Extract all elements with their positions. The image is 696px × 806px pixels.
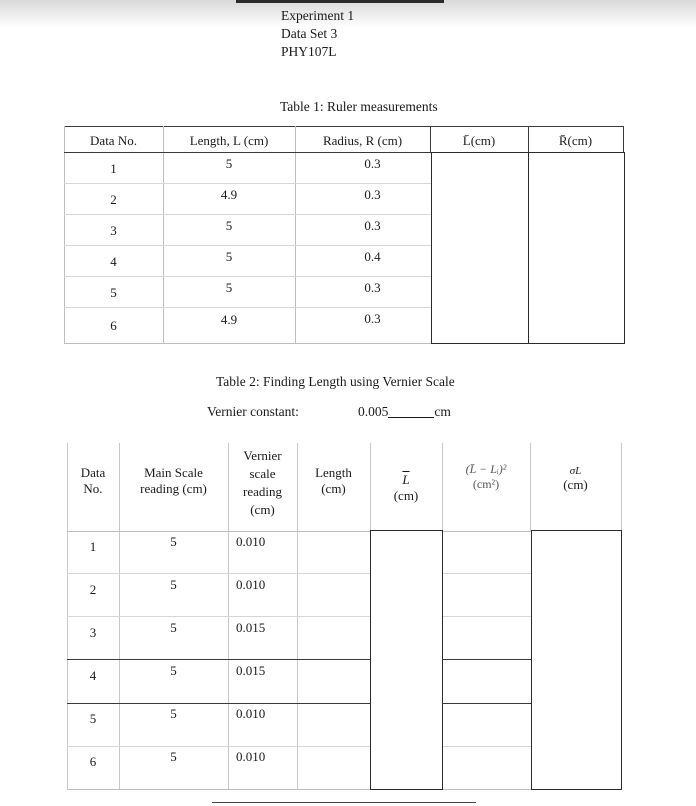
table1-row3-length: 5 xyxy=(225,218,233,233)
table2-header-deviation: (L̄ − Lᵢ)² (cm²) xyxy=(465,462,507,491)
vernier-constant-label: Vernier constant: xyxy=(207,404,299,419)
table1-row4-radius: 0.4 xyxy=(364,249,381,264)
table2-row2-no: 2 xyxy=(89,582,97,597)
table1-row5-no: 5 xyxy=(110,285,117,300)
table2-row2-vernier: 0.010 xyxy=(236,577,266,592)
table1-row6-radius: 0.3 xyxy=(364,311,381,326)
table2-row3-no: 3 xyxy=(89,625,97,640)
table2-sigma-blank[interactable] xyxy=(531,530,622,790)
top-tab-strip xyxy=(236,0,444,3)
table2-row5-no: 5 xyxy=(89,711,97,726)
table2-row1-vernier: 0.010 xyxy=(236,534,266,549)
table2-row5-main: 5 xyxy=(170,706,177,721)
table1-header-rbar: R̄(cm) xyxy=(558,133,593,148)
table2-row4-main: 5 xyxy=(170,663,177,678)
table2-row6-main: 5 xyxy=(170,749,177,764)
course-code: PHY107L xyxy=(281,44,337,59)
table1-row4-no: 4 xyxy=(110,254,117,269)
table2-row5-vernier: 0.010 xyxy=(236,706,266,721)
table1-row1-length: 5 xyxy=(225,156,233,171)
table1-row4-length: 5 xyxy=(225,249,233,264)
table1-caption: Table 1: Ruler measurements xyxy=(280,99,438,114)
table2-row4-no: 4 xyxy=(89,668,97,683)
table2-row1-no: 1 xyxy=(89,539,97,554)
table1-row5-radius: 0.3 xyxy=(364,280,381,295)
table2-lbar-blank[interactable] xyxy=(370,530,443,790)
experiment-title: Experiment 1 xyxy=(281,8,355,23)
table1-row2-no: 2 xyxy=(110,192,117,207)
table1-row2-radius: 0.3 xyxy=(364,187,381,202)
table2-row4-vernier: 0.015 xyxy=(236,663,266,678)
table2-header-sigma: σL (cm) xyxy=(563,465,588,492)
table1-header-data-no: Data No. xyxy=(90,133,137,148)
vernier-constant-value: 0.005 cm xyxy=(358,404,451,419)
table2-header-length: Length (cm) xyxy=(315,465,352,496)
table1-row1-radius: 0.3 xyxy=(364,156,381,171)
page-bottom-rule xyxy=(212,802,476,803)
table1-row5-length: 5 xyxy=(225,280,233,295)
table2-row2-main: 5 xyxy=(170,577,177,592)
table1-rbar-blank[interactable] xyxy=(528,152,625,344)
table2-caption: Table 2: Finding Length using Vernier Scale xyxy=(216,374,455,389)
table2-header-main-scale: Main Scale reading (cm) xyxy=(140,465,207,496)
table1-row1-no: 1 xyxy=(110,161,117,176)
table1-row6-no: 6 xyxy=(110,318,117,333)
table1-row3-radius: 0.3 xyxy=(364,218,381,233)
table2-row3-vernier: 0.015 xyxy=(236,620,266,635)
table2-header-vernier: Vernier scale reading (cm) xyxy=(243,448,282,517)
data-set-label: Data Set 3 xyxy=(281,26,338,41)
table2-row3-main: 5 xyxy=(170,620,177,635)
table2-row6-no: 6 xyxy=(89,754,97,769)
table1-row6-length: 4.9 xyxy=(220,312,238,327)
table2-row6-vernier: 0.010 xyxy=(236,749,266,764)
table1-row2-length: 4.9 xyxy=(220,187,238,202)
table2-row1-main: 5 xyxy=(170,534,177,549)
table1-header-radius: Radius, R (cm) xyxy=(322,133,403,148)
table1-header-length: Length, L (cm) xyxy=(189,133,269,148)
table1-header-lbar: L̄(cm) xyxy=(462,133,496,148)
table2-header-data-no: Data No. xyxy=(80,465,106,496)
table1-row3-no: 3 xyxy=(110,223,117,238)
table2-header-lbar: $\overline{L}$ (cm) xyxy=(393,472,419,503)
